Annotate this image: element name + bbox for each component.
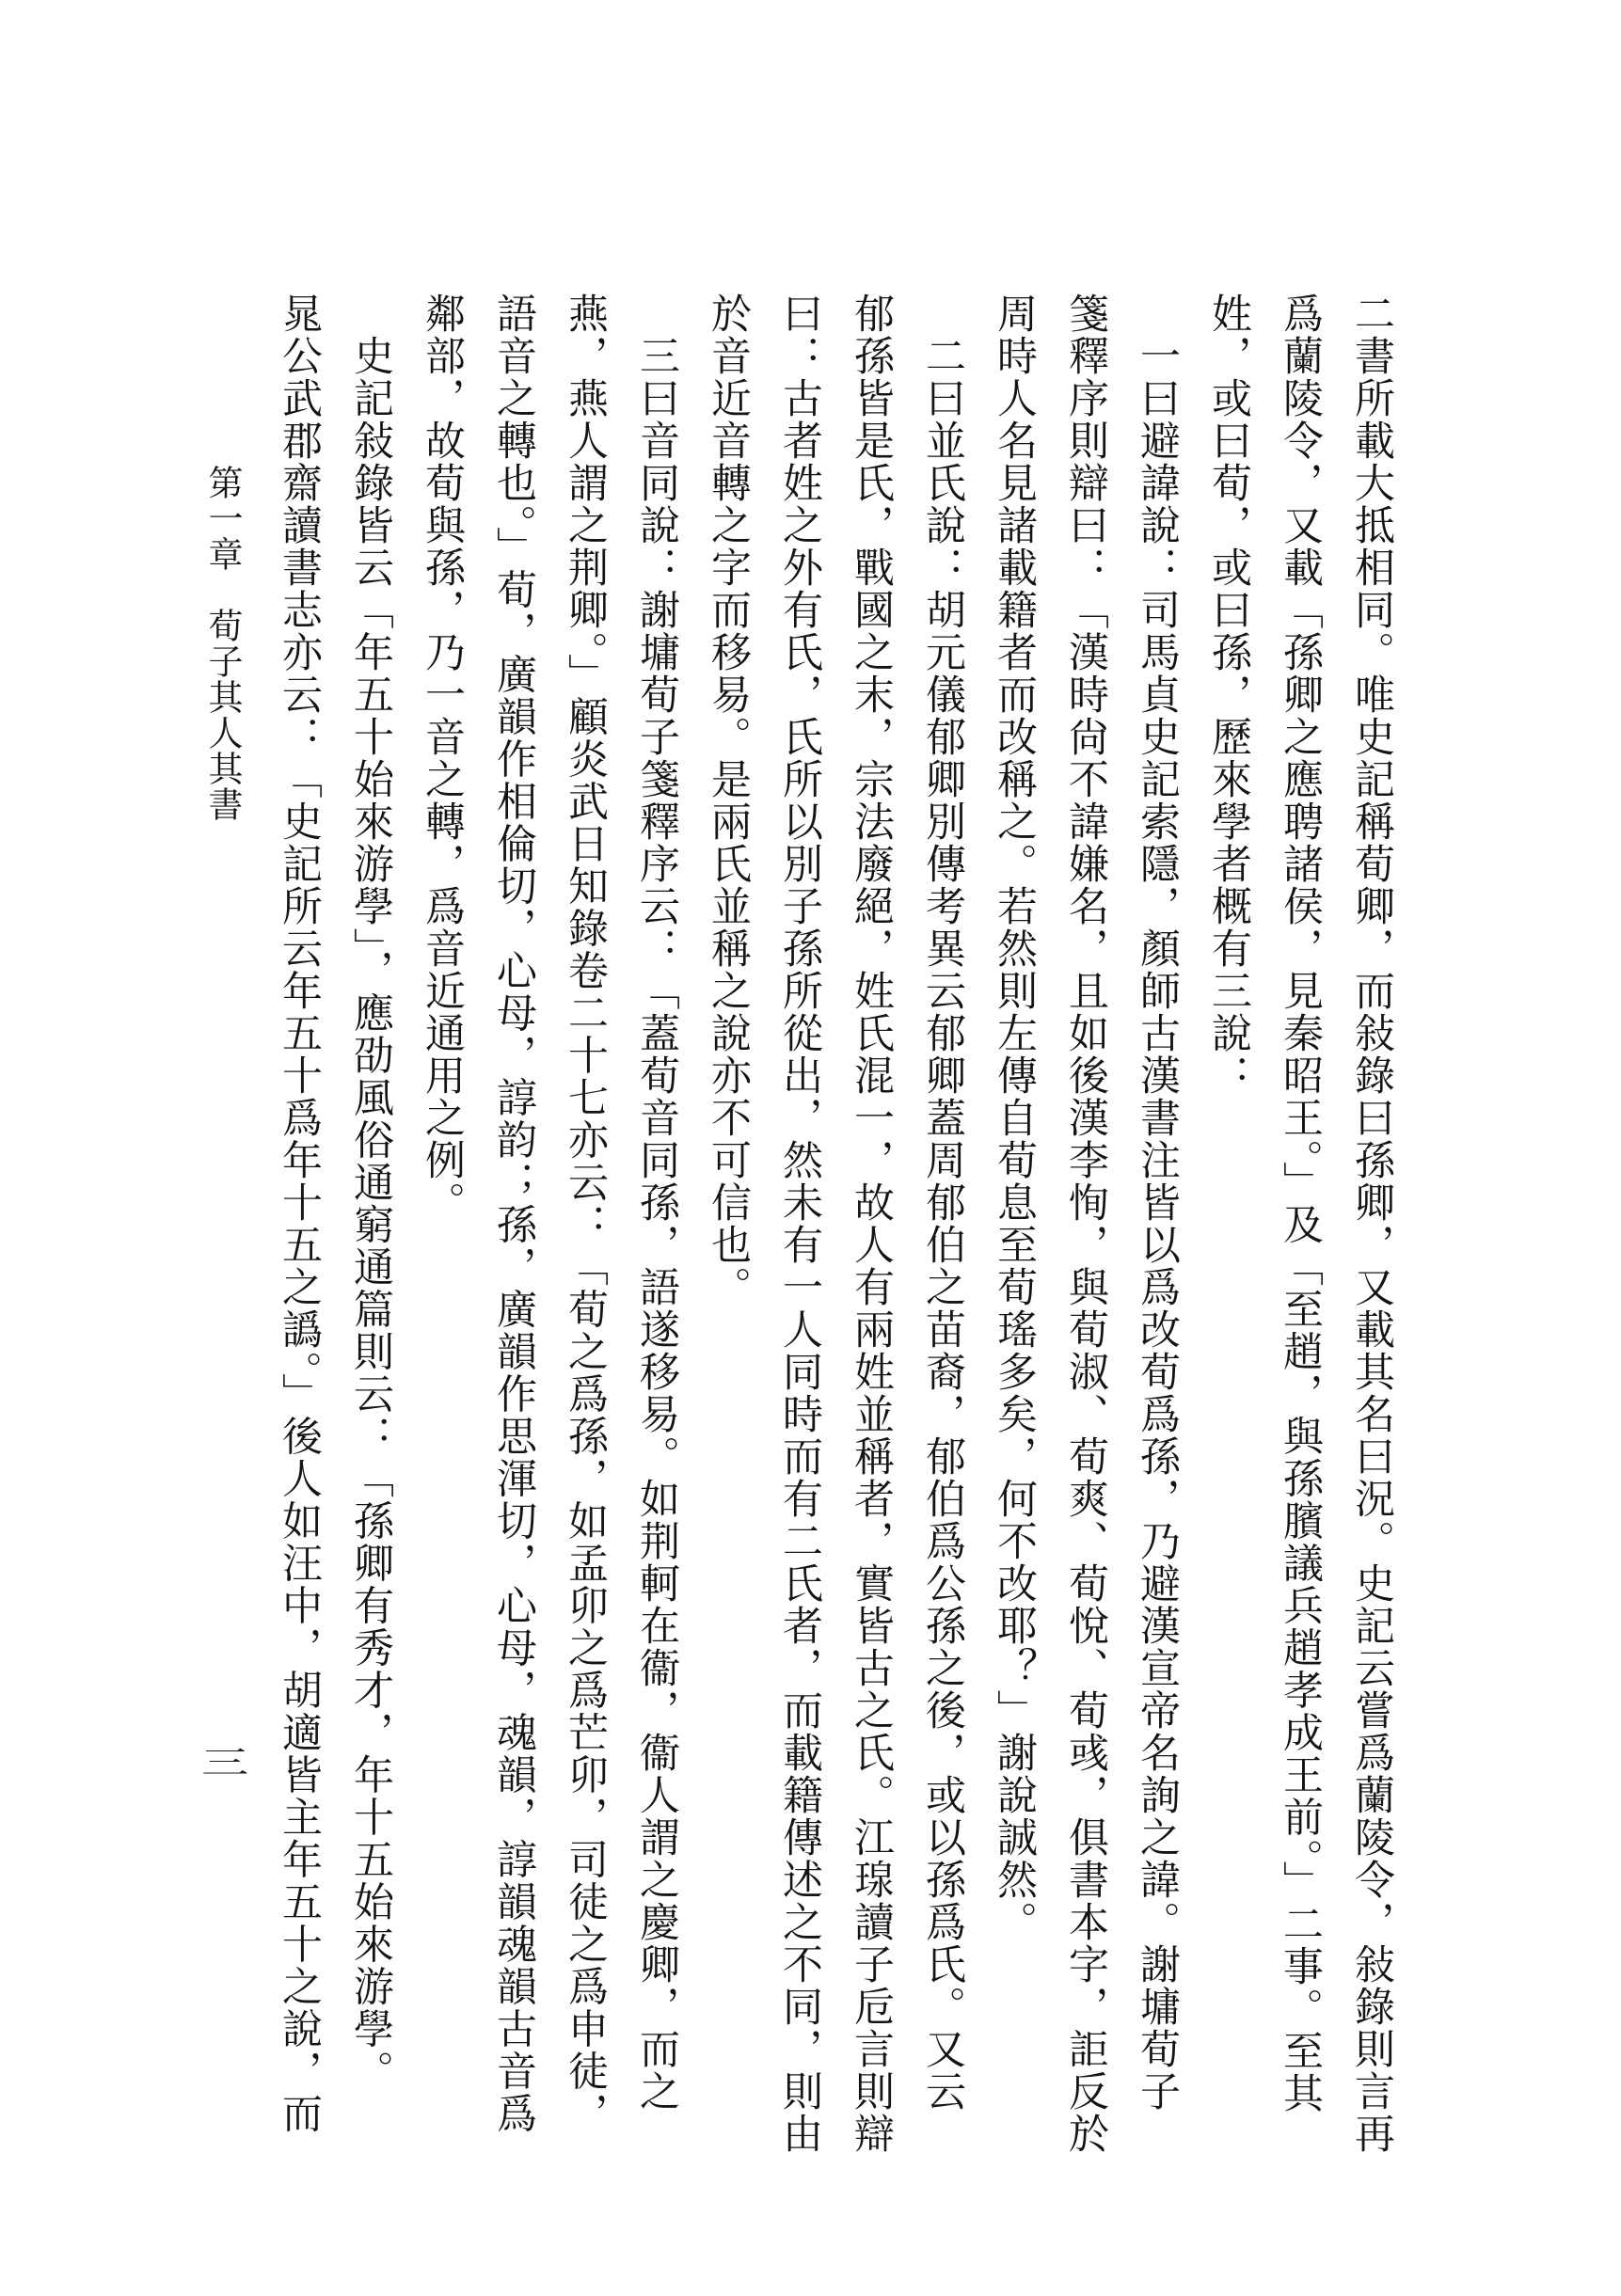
text-column: 爲蘭陵令，又載「孫卿之應聘諸侯，見秦昭王。」及「至趙，與孫臏議兵趙孝成王前。」二事。至其 xyxy=(1278,293,1322,2114)
text-column: 史記敍錄皆云「年五十始來游學」，應劭風俗通窮通篇則云：「孫卿有秀才，年十五始來游學。 xyxy=(348,293,392,2093)
body-text xyxy=(262,293,1406,2159)
text-column: 一曰避諱說：司馬貞史記索隱，顏師古漢書注皆以爲改荀爲孫，乃避漢宣帝名詢之諱。謝墉荀子 xyxy=(1135,293,1179,2113)
chapter-running-header: 第一章 荀子其人其書 xyxy=(202,465,241,822)
text-column: 姓，或曰荀，或曰孫，歷來學者概有三說： xyxy=(1206,293,1250,1097)
text-column: 燕，燕人謂之荆卿。」顧炎武日知錄卷二十七亦云：「荀之爲孫，如孟卯之爲芒卯，司徒之爲申徒， xyxy=(563,293,607,2135)
text-column: 周時人名見諸載籍者而改稱之。若然則左傳自荀息至荀瑤多矣，何不改耶？」謝說誠然。 xyxy=(992,293,1036,1943)
text-column: 二書所載大抵相同。唯史記稱荀卿，而敍錄曰孫卿，又載其名曰況。史記云嘗爲蘭陵令，敍錄則言再 xyxy=(1349,293,1393,2155)
text-column: 二曰並氏說：胡元儀郁卿別傳考異云郁卿蓋周郁伯之苗裔，郁伯爲公孫之後，或以孫爲氏。又云 xyxy=(920,293,964,2113)
text-column: 語音之轉也。」荀，廣韻作相倫切，心母，諄韵；孫，廣韻作思渾切，心母，魂韻，諄韻魂韻古音爲 xyxy=(491,293,535,2135)
text-column: 曰：古者姓之外有氏，氏所以別子孫所從出，然未有一人同時而有二氏者，而載籍傳述之不同，則由 xyxy=(777,293,821,2155)
text-column: 三曰音同說：謝墉荀子箋釋序云：「蓋荀音同孫，語遂移易。如荆軻在衞，衞人謂之慶卿，而之 xyxy=(634,293,678,2113)
text-column: 箋釋序則辯曰：「漢時尙不諱嫌名，且如後漢李恂，與荀淑、荀爽、荀悅、荀彧，俱書本字，詎反於 xyxy=(1063,293,1107,2155)
page-number: 三 xyxy=(201,1745,249,1781)
text-column: 於音近音轉之字而移易。是兩氏並稱之說亦不可信也。 xyxy=(706,293,750,1308)
text-column: 郁孫皆是氏，戰國之末，宗法廢絕，姓氏混一，故人有兩姓並稱者，實皆古之氏。江瑔讀子卮言則辯 xyxy=(849,293,893,2155)
text-column: 晁公武郡齋讀書志亦云：「史記所云年五十爲年十五之譌。」後人如汪中，胡適皆主年五十之說，而 xyxy=(277,293,321,2135)
text-column: 鄰部，故荀與孫，乃一音之轉，爲音近通用之例。 xyxy=(420,293,464,1224)
